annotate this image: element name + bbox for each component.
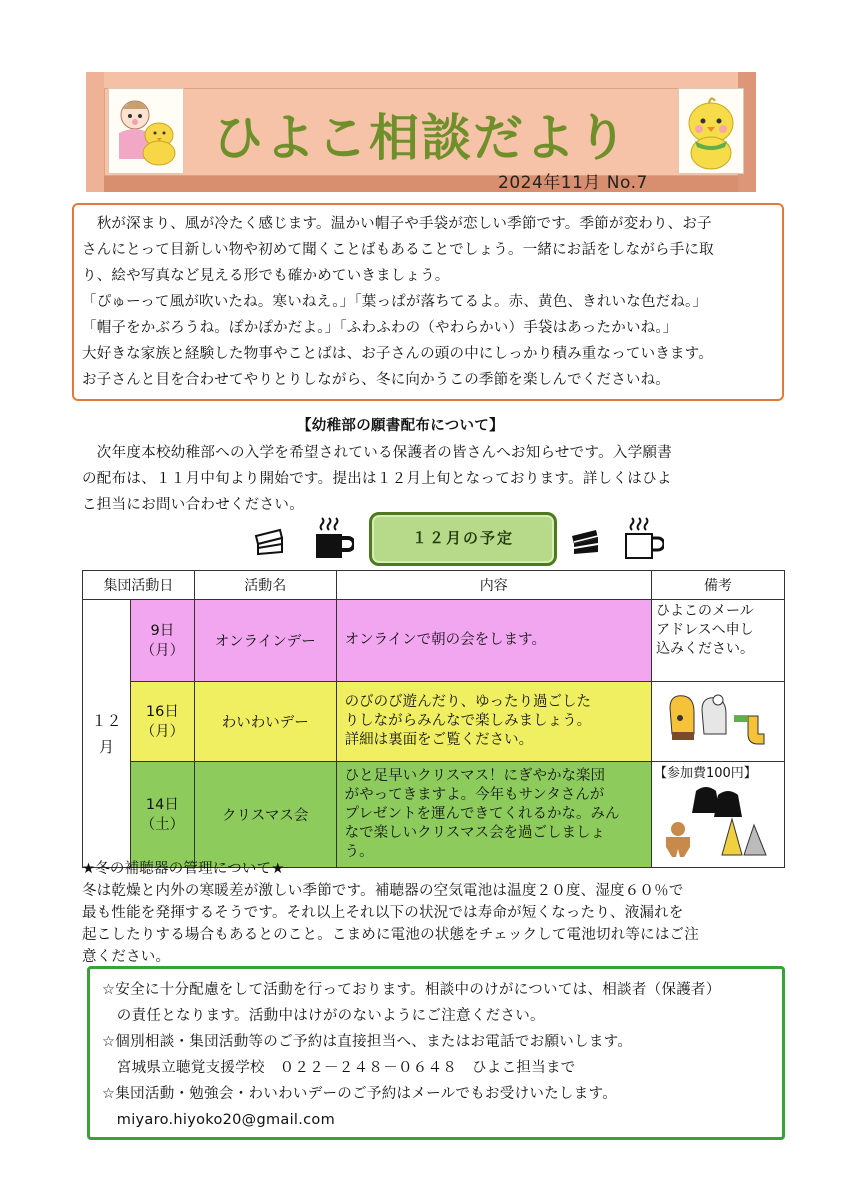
intro-line: お子さんと目を合わせてやりとりしながら、冬に向かうこの季節を楽しんでくださいね。 xyxy=(82,372,670,388)
intro-line: 大好きな家族と経験した物事やことばは、お子さんの頭の中にしっかり積み重なっていきます。 xyxy=(82,346,713,362)
christmas-icon xyxy=(652,783,780,861)
page-title: ひよこ相談だより xyxy=(213,109,629,167)
table-row xyxy=(83,600,785,682)
hearing-aid-line: 冬は乾燥と内外の寒暖差が激しい季節です。補聴器の空気電池は温度２０度、湿度６０％で xyxy=(82,883,684,899)
coffee-cup-icon xyxy=(312,514,354,564)
notice-line: 次年度本校幼稚部への入学を希望されている保護者の皆さんへお知らせです。入学願書 xyxy=(82,445,673,461)
fee-note: 【参加費100円】 xyxy=(653,766,757,781)
contact-line: ☆個別相談・集団活動等のご予約は直接担当へ、またはお電話でお願いします。 xyxy=(102,1034,633,1050)
date-cell: 14日 （土） xyxy=(130,762,194,868)
notice-heading: 【幼稚部の願書配布について】 xyxy=(297,418,504,434)
activity-desc: のびのび遊んだり、ゆったり過ごした りしながらみんなで楽しみましょう。 詳細は裏面をご覧ください。 xyxy=(336,682,651,762)
column-header: 集団活動日 xyxy=(83,571,195,600)
hearing-aid-line: 意ください。 xyxy=(82,949,171,965)
contact-line: ☆集団活動・勉強会・わいわいデーのご予約はメールでもお受けいたします。 xyxy=(102,1086,618,1102)
table-row xyxy=(83,762,785,868)
title-banner xyxy=(86,72,756,192)
issue-number: 2024年11月 No.7 xyxy=(498,173,648,193)
coffee-cup-icon xyxy=(622,514,664,564)
notice-line: の配布は、１１月中旬より開始です。提出は１２月上旬となっております。詳しくはひよ xyxy=(82,471,672,487)
notice-line: こ担当にお問い合わせください。 xyxy=(82,497,304,513)
hearing-aid-line: 最も性能を発揮するそうです。それ以上それ以下の状況では寿命が短くなったり、液漏れを xyxy=(82,905,684,921)
hearing-aid-line: 起こしたりする場合もあるとのこと。こまめに電池の状態をチェックして電池切れ等にはご注 xyxy=(82,927,699,943)
date-cell: 16日 （月） xyxy=(130,682,194,762)
schedule-badge: １２月の予定 xyxy=(369,512,557,566)
column-header: 活動名 xyxy=(194,571,336,600)
intro-line: 秋が深まり、風が冷たく感じます。温かい帽子や手袋が恋しい季節です。季節が変わり、お子 xyxy=(82,216,712,232)
intro-line: 「ぴゅーって風が吹いたね。寒いねえ。」「葉っぱが落ちてるよ。赤、黄色、きれいな色だね。」 xyxy=(82,294,708,310)
cake-icon xyxy=(252,524,286,562)
hearing-aid-heading: ★冬の補聴器の管理について★ xyxy=(82,861,285,877)
note-cell: ひよこのメール アドレスへ申し 込みください。 xyxy=(651,600,784,682)
activity-desc: オンラインで朝の会をします。 xyxy=(336,600,651,682)
contact-phone: 宮城県立聴覚支援学校 ０２２－２４８－０６４８ ひよこ担当まで xyxy=(102,1060,576,1076)
intro-line: さんにとって目新しい物や初めて聞くことばもあることでしょう。一緒にお話をしながら手に取 xyxy=(82,242,714,258)
column-header: 内容 xyxy=(336,571,651,600)
contact-email[interactable]: miyaro.hiyoko20@gmail.com xyxy=(102,1112,336,1128)
intro-line: 「帽子をかぶろうね。ぽかぽかだよ。」「ふわふわの（やわらかい）手袋はあったかいね。」 xyxy=(82,320,678,336)
table-row xyxy=(83,682,785,762)
column-header: 備考 xyxy=(651,571,784,600)
activity-name: クリスマス会 xyxy=(194,762,336,868)
date-cell: 9日 （月） xyxy=(130,600,194,682)
activity-name: わいわいデー xyxy=(194,682,336,762)
cake-icon xyxy=(568,524,602,562)
contact-line: ☆安全に十分配慮をして活動を行っております。相談中のけがについては、相談者（保護者） xyxy=(102,982,721,998)
schedule-table xyxy=(82,570,785,868)
table-header-row xyxy=(83,571,785,600)
activity-name: オンラインデー xyxy=(194,600,336,682)
intro-line: り、絵や写真など見える形でも確かめていきましょう。 xyxy=(82,268,450,284)
contact-line: の責任となります。活動中はけがのないようにご注意ください。 xyxy=(102,1008,545,1024)
month-cell: １２ 月 xyxy=(83,600,131,868)
activity-desc: ひと足早いクリスマス！にぎやかな楽団 がやってきますよ。今年もサンタさんが プレゼントを運んできてくれるかな。みん なで楽しいクリスマス会を過ごしましょ う。 xyxy=(336,762,651,868)
mittens-icon xyxy=(651,682,784,762)
